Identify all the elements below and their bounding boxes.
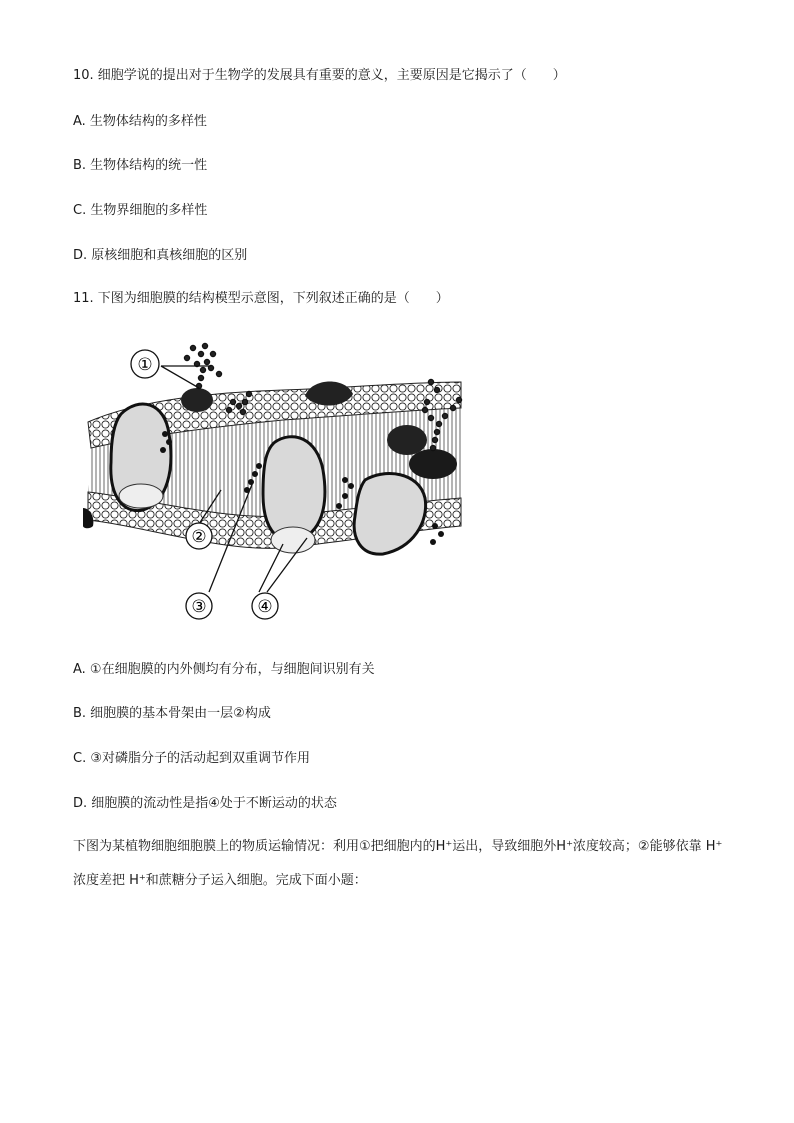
- label-1-text: ①: [137, 355, 153, 375]
- peripheral-protein-1: [181, 388, 213, 412]
- label-3: [186, 593, 212, 619]
- question-11-option-b: B. 细胞膜的基本骨架由一层②构成: [73, 706, 271, 721]
- question-10-option-c: C. 生物界细胞的多样性: [73, 203, 208, 218]
- label-2: [186, 523, 212, 549]
- label-1: [131, 350, 159, 378]
- intro-paragraph: 下图为某植物细胞细胞膜上的物质运输情况：利用①把细胞内的H⁺运出，导致细胞外H⁺浓度较高；②能够依靠 H⁺浓度差把 H⁺和蔗糖分子运入细胞。完成下面小题：: [73, 839, 723, 888]
- peripheral-protein-4: [409, 449, 457, 479]
- question-10-stem: 10. 细胞学说的提出对于生物学的发展具有重要的意义，主要原因是它揭示了（ ）: [73, 68, 566, 83]
- peripheral-protein-3: [387, 425, 427, 455]
- question-11-stem: 11. 下图为细胞膜的结构模型示意图，下列叙述正确的是（ ）: [73, 291, 449, 306]
- label-4-text: ④: [257, 597, 273, 617]
- question-11-option-c: C. ③对磷脂分子的活动起到双重调节作用: [73, 751, 310, 766]
- question-10-option-b: B. 生物体结构的统一性: [73, 158, 208, 173]
- label-4: [252, 593, 278, 619]
- cell-membrane-diagram: [83, 330, 467, 626]
- question-10-option-d: D. 原核细胞和真核细胞的区别: [73, 248, 248, 263]
- label-3-text: ③: [191, 597, 207, 617]
- transmembrane-protein-right: [354, 474, 425, 555]
- question-11-option-a: A. ①在细胞膜的内外侧均有分布，与细胞间识别有关: [73, 662, 375, 677]
- question-11-option-d: D. 细胞膜的流动性是指④处于不断运动的状态: [73, 796, 337, 811]
- question-10-option-a: A. 生物体结构的多样性: [73, 114, 207, 129]
- label-2-text: ②: [191, 527, 207, 547]
- transmembrane-protein-left: [111, 404, 171, 511]
